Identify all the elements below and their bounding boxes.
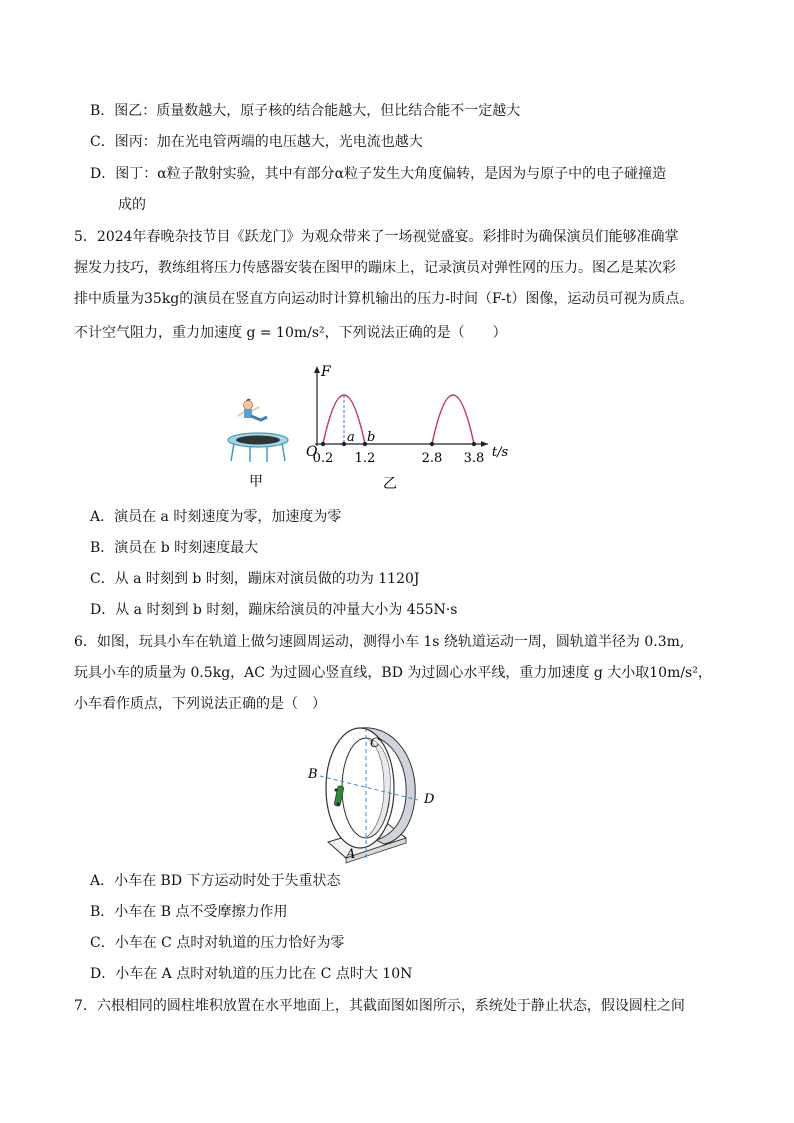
q4-option-d-line2: 成的: [118, 197, 146, 213]
q5-stem-line1: 5．2024年春晚杂技节目《跃龙门》为观众带来了一场视觉盛宴。彩排时为确保演员们能够准确掌: [74, 229, 679, 245]
point-b-label: B: [308, 767, 318, 782]
point-a-label: a: [347, 430, 355, 445]
figure-jia-label: 甲: [249, 474, 263, 490]
q6-option-b: B．小车在 B 点不受摩擦力作用: [90, 904, 288, 920]
trampoline-figure: [228, 399, 288, 462]
axis-f-label: F: [321, 364, 331, 380]
q5-option-b: B．演员在 b 时刻速度最大: [90, 540, 259, 556]
axis-t-label: t/s: [491, 445, 509, 460]
q5-option-d: D．从 a 时刻到 b 时刻，蹦床给演员的冲量大小为 455N·s: [90, 602, 458, 618]
q5-option-a: A．演员在 a 时刻速度为零，加速度为零: [90, 509, 342, 525]
force-time-graph: [306, 364, 508, 466]
q6-option-a: A．小车在 BD 下方运动时处于失重状态: [90, 873, 341, 889]
point-d-label: D: [424, 792, 435, 807]
q6-loop-track-figure: [300, 720, 450, 865]
q5-stem-line3: 排中质量为35kg的演员在竖直方向运动时计算机输出的压力-时间（F-t）图像，运动员可视为质点。: [74, 291, 694, 307]
q5-figure: [220, 358, 520, 498]
q5-stem-line4: 不计空气阻力，重力加速度 g = 10m/s²，下列说法正确的是（ ）: [74, 325, 507, 341]
figure-yi-label: 乙: [383, 476, 397, 492]
q4-option-b: B．图乙：质量数越大，原子核的结合能越大，但比结合能不一定越大: [90, 103, 521, 119]
point-a-label: A: [346, 847, 356, 862]
q4-option-c: C．图丙：加在光电管两端的电压越大，光电流也越大: [90, 134, 423, 150]
q4-option-d-line1: D．图丁：α粒子散射实验，其中有部分α粒子发生大角度偏转，是因为与原子中的电子碰撞造: [90, 166, 667, 182]
q5-option-c: C．从 a 时刻到 b 时刻，蹦床对演员做的功为 1120J: [90, 571, 420, 587]
q6-stem-line2: 玩具小车的质量为 0.5kg，AC 为过圆心竖直线，BD 为过圆心水平线，重力加速度 g 大小取10m/s²，: [74, 665, 712, 681]
q6-stem-line1: 6．如图，玩具小车在轨道上做匀速圆周运动，测得小车 1s 绕轨道运动一周，圆轨道半径为 0.3m,: [74, 634, 685, 650]
point-c-label: C: [370, 736, 380, 751]
tick-1.2: 1.2: [354, 451, 376, 466]
origin-label: O: [306, 444, 318, 460]
point-b-label: b: [367, 430, 376, 445]
tick-0.2: 0.2: [312, 451, 334, 466]
tick-3.8: 3.8: [463, 451, 485, 466]
tick-2.8: 2.8: [421, 451, 443, 466]
q6-option-c: C．小车在 C 点时对轨道的压力恰好为零: [90, 935, 345, 951]
q6-option-d: D．小车在 A 点时对轨道的压力比在 C 点时大 10N: [90, 966, 413, 982]
q7-stem-line1: 7．六根相同的圆柱堆积放置在水平地面上，其截面图如图所示，系统处于静止状态，假设圆柱之间: [74, 998, 685, 1014]
q5-stem-line2: 握发力技巧，教练组将压力传感器安装在图甲的蹦床上，记录演员对弹性网的压力。图乙是某次彩: [74, 260, 676, 276]
q6-stem-line3: 小车看作质点，下列说法正确的是（ ）: [74, 696, 326, 712]
